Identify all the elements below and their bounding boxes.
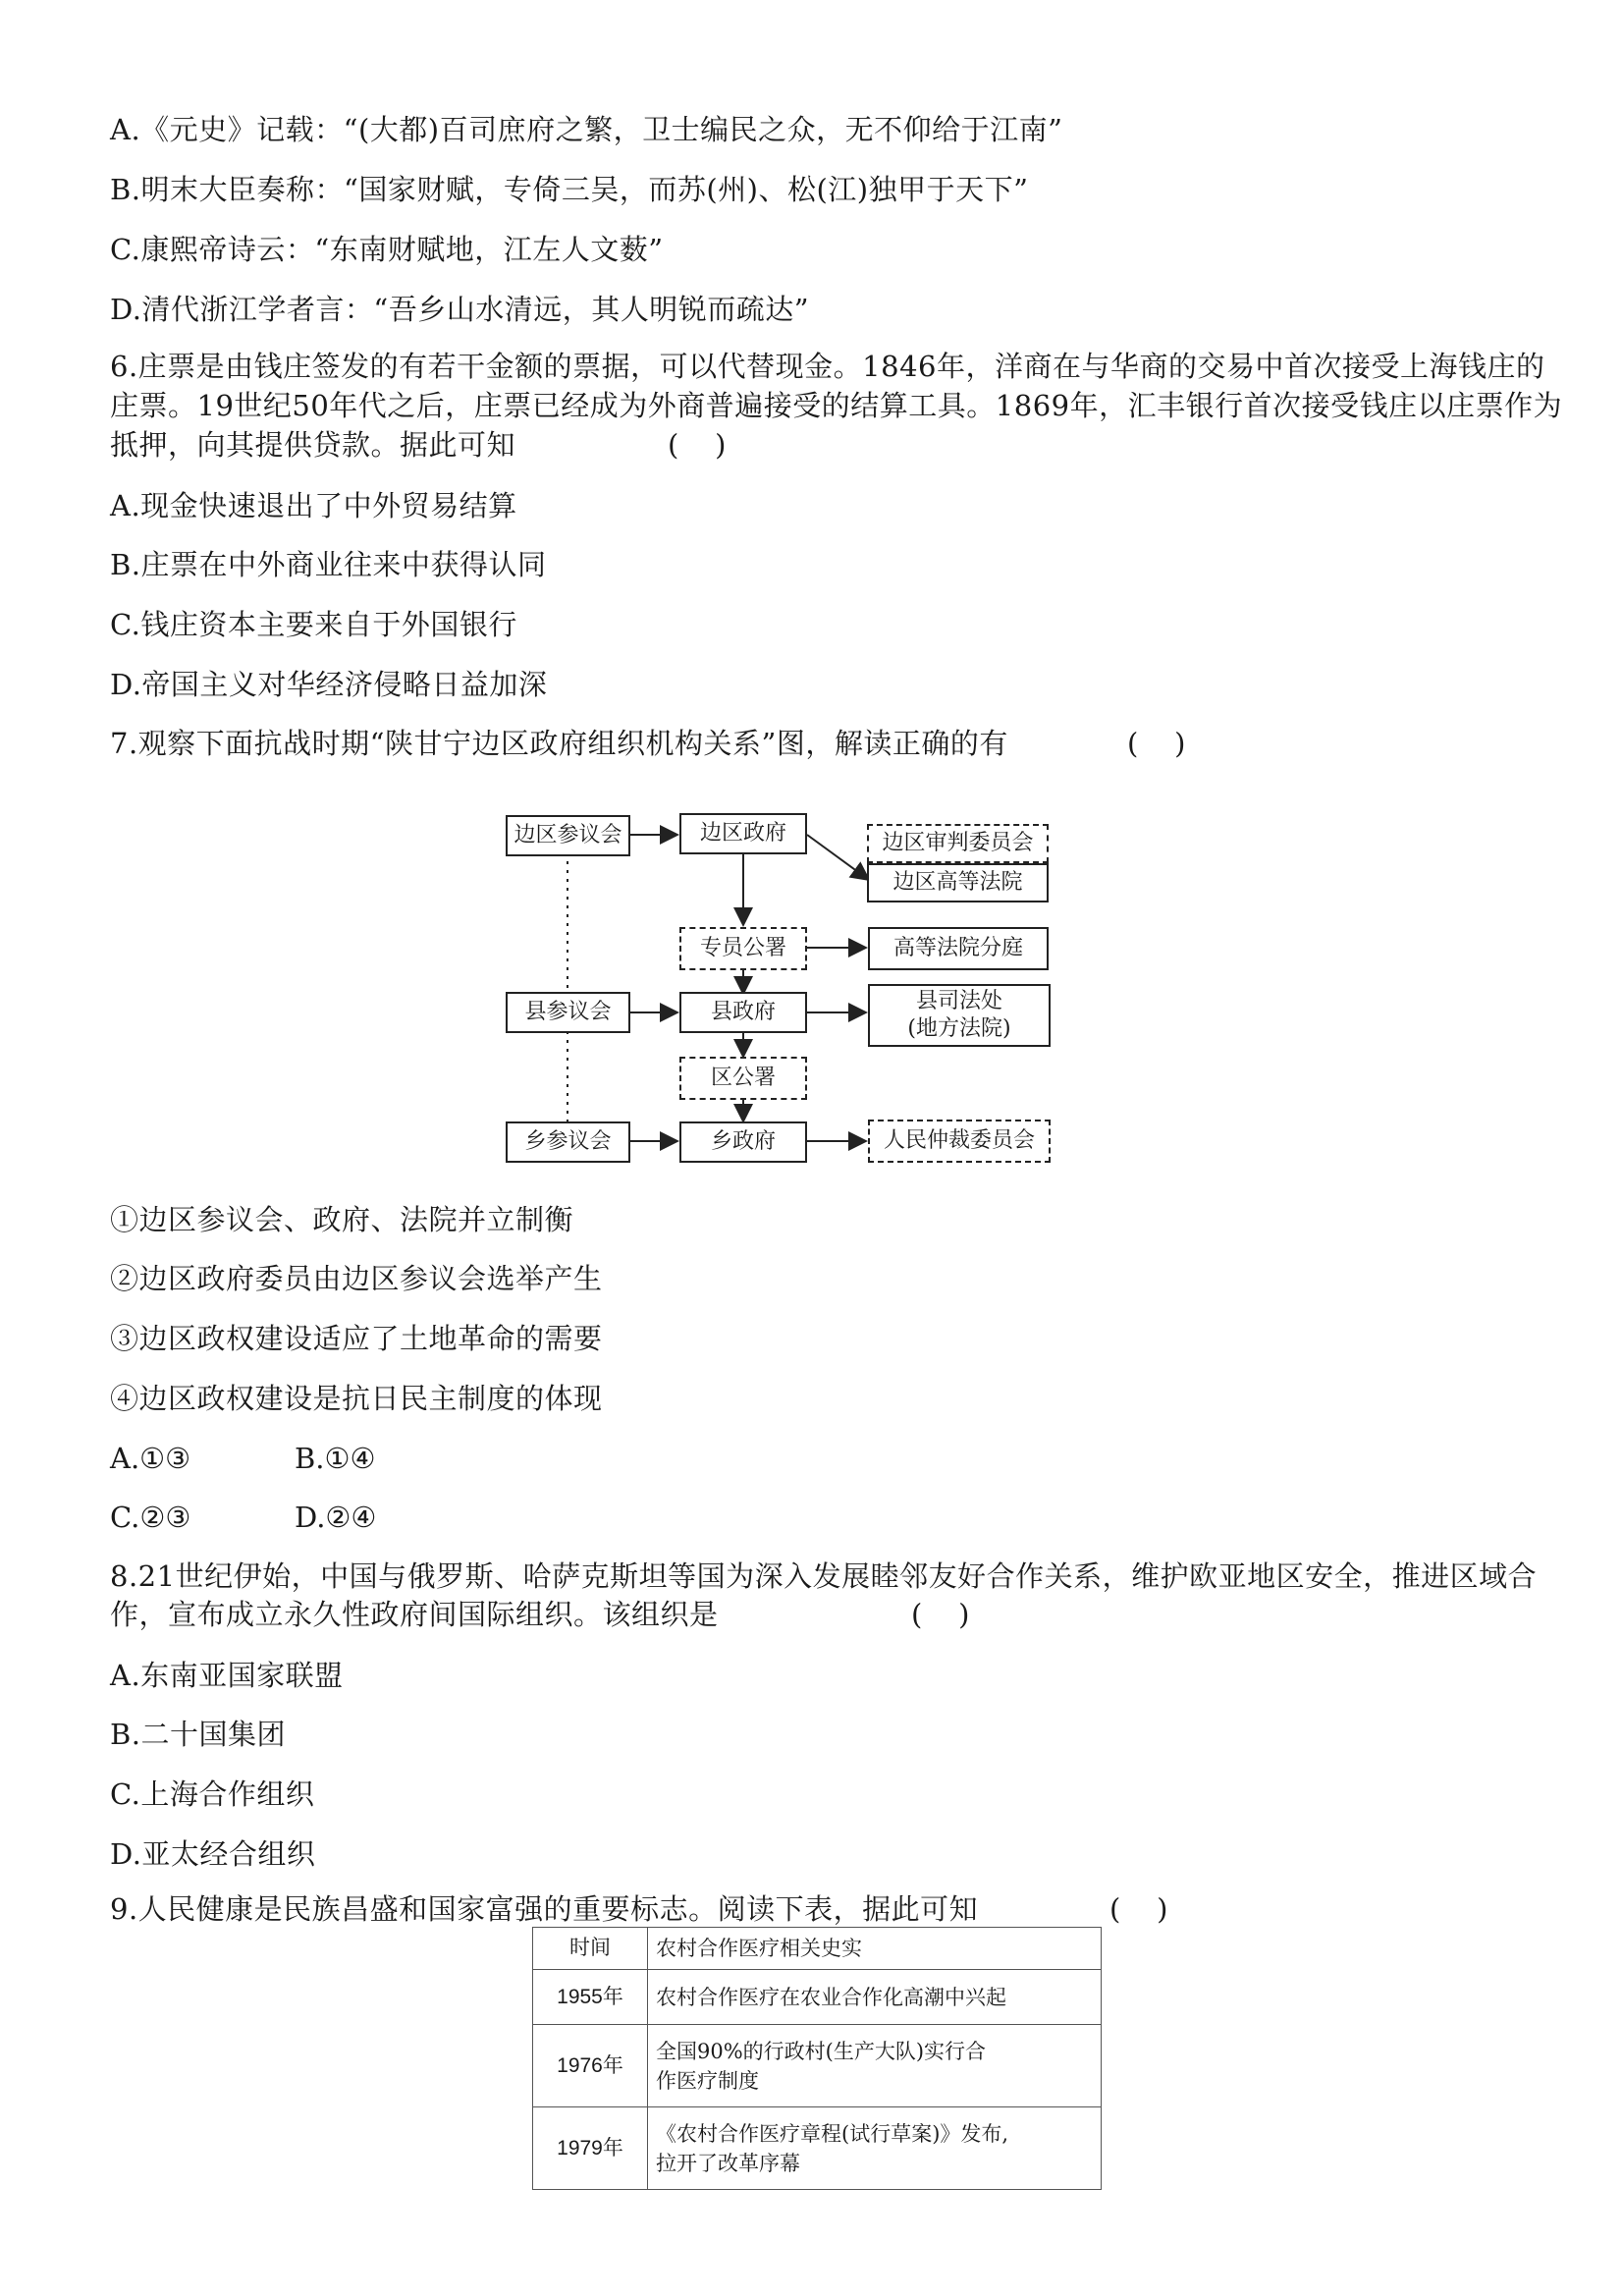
q8-option-b: B.二十国集团	[110, 1718, 287, 1751]
q7-option-d: D.②④	[295, 1501, 377, 1534]
table-cell-event: 农村合作医疗在农业合作化高潮中兴起	[648, 1970, 1102, 2025]
table-header-row	[533, 1928, 1102, 1970]
q6-option-d: D.帝国主义对华经济侵略日益加深	[110, 668, 548, 701]
q8-stem-line-1: 8.21世纪伊始，中国与俄罗斯、哈萨克斯坦等国为深入发展睦邻友好合作关系，维护欧亚地区安全，推进区域合	[110, 1559, 1538, 1593]
table-row	[533, 2025, 1102, 2107]
q6-option-a: A.现金快速退出了中外贸易结算	[110, 489, 517, 522]
q7-statement-4: ④边区政权建设是抗日民主制度的体现	[110, 1382, 603, 1415]
q6-option-b: B.庄票在中外商业往来中获得认同	[110, 548, 547, 581]
node-trial-committee: 边区审判委员会	[867, 824, 1049, 863]
county-judicial-title: 县司法处	[915, 989, 1002, 1013]
node-commissioner-office: 专员公署	[679, 927, 807, 970]
table-row	[533, 1970, 1102, 2025]
table-cell-event-line-1: 《农村合作医疗章程(试行草案)》发布,	[656, 2121, 1009, 2146]
table-cell-event-line-2: 拉开了改革序幕	[656, 2151, 800, 2175]
table-row	[533, 2107, 1102, 2190]
table-cell-time: 1979年	[533, 2107, 648, 2190]
q8-answer-parentheses: ( )	[911, 1598, 970, 1631]
node-county-judicial	[868, 984, 1051, 1047]
org-structure-diagram	[491, 805, 1080, 1188]
q5-option-d: D.清代浙江学者言：“吾乡山水清远，其人明锐而疏达”	[110, 293, 810, 326]
node-high-court: 边区高等法院	[867, 863, 1049, 902]
table-cell-event-line-2: 作医疗制度	[656, 2068, 759, 2093]
table-cell-event-line-1: 全国90%的行政村(生产大队)实行合	[656, 2039, 987, 2063]
q7-option-c: C.②③	[110, 1501, 191, 1534]
q7-option-b: B.①④	[295, 1442, 376, 1475]
node-county-gov: 县政府	[679, 992, 807, 1033]
q8-option-c: C.上海合作组织	[110, 1777, 315, 1811]
q6-answer-parentheses: ( )	[668, 428, 727, 462]
q9-stem: 9.人民健康是民族昌盛和国家富强的重要标志。阅读下表，据此可知	[110, 1892, 979, 1926]
node-township-gov: 乡政府	[679, 1121, 807, 1163]
county-judicial-subtitle: (地方法院)	[907, 1016, 1011, 1041]
q6-stem-line-1: 6.庄票是由钱庄签发的有若干金额的票据，可以代替现金。1846年，洋商在与华商的交易中首次接受上海钱庄的	[110, 350, 1545, 383]
q6-stem-line-3: 抵押，向其提供贷款。据此可知	[110, 428, 516, 462]
q7-stem: 7.观察下面抗战时期“陕甘宁边区政府组织机构关系”图，解读正确的有	[110, 727, 1008, 760]
q8-stem-line-2: 作，宣布成立永久性政府间国际组织。该组织是	[110, 1598, 719, 1631]
q7-statement-2: ②边区政府委员由边区参议会选举产生	[110, 1262, 603, 1295]
table-cell-time: 1955年	[533, 1970, 648, 2025]
node-arbitration-committee: 人民仲裁委员会	[868, 1120, 1051, 1163]
q7-option-a: A.①③	[110, 1442, 191, 1475]
node-border-council: 边区参议会	[506, 815, 630, 856]
table-cell-event	[648, 2025, 1102, 2107]
q7-statement-1: ①边区参议会、政府、法院并立制衡	[110, 1203, 574, 1236]
q8-option-d: D.亚太经合组织	[110, 1837, 316, 1871]
node-high-court-branch: 高等法院分庭	[868, 927, 1049, 970]
node-township-council: 乡参议会	[506, 1121, 630, 1163]
arrow-border-gov-to-court	[807, 835, 869, 880]
q9-answer-parentheses: ( )	[1109, 1892, 1168, 1926]
q7-answer-parentheses: ( )	[1127, 727, 1186, 760]
q5-option-a: A.《元史》记载：“(大都)百司庶府之繁，卫士编民之众，无不仰给于江南”	[110, 113, 1063, 146]
node-district-office: 区公署	[679, 1057, 807, 1100]
q6-stem-line-2: 庄票。19世纪50年代之后，庄票已经成为外商普遍接受的结算工具。1869年，汇丰银行首次接受钱庄以庄票作为	[110, 389, 1563, 422]
table-header-event: 农村合作医疗相关史实	[648, 1928, 1102, 1970]
table-cell-event	[648, 2107, 1102, 2190]
q8-option-a: A.东南亚国家联盟	[110, 1659, 344, 1692]
table-cell-time: 1976年	[533, 2025, 648, 2107]
q7-statement-3: ③边区政权建设适应了土地革命的需要	[110, 1322, 603, 1355]
q6-option-c: C.钱庄资本主要来自于外国银行	[110, 608, 517, 641]
q5-option-c: C.康熙帝诗云：“东南财赋地，江左人文薮”	[110, 233, 664, 266]
node-border-gov: 边区政府	[679, 813, 807, 854]
q5-option-b: B.明末大臣奏称：“国家财赋，专倚三吴，而苏(州)、松(江)独甲于天下”	[110, 173, 1029, 206]
medical-history-table	[532, 1927, 1102, 2190]
table-header-time: 时间	[533, 1928, 648, 1970]
node-county-council: 县参议会	[506, 992, 630, 1033]
